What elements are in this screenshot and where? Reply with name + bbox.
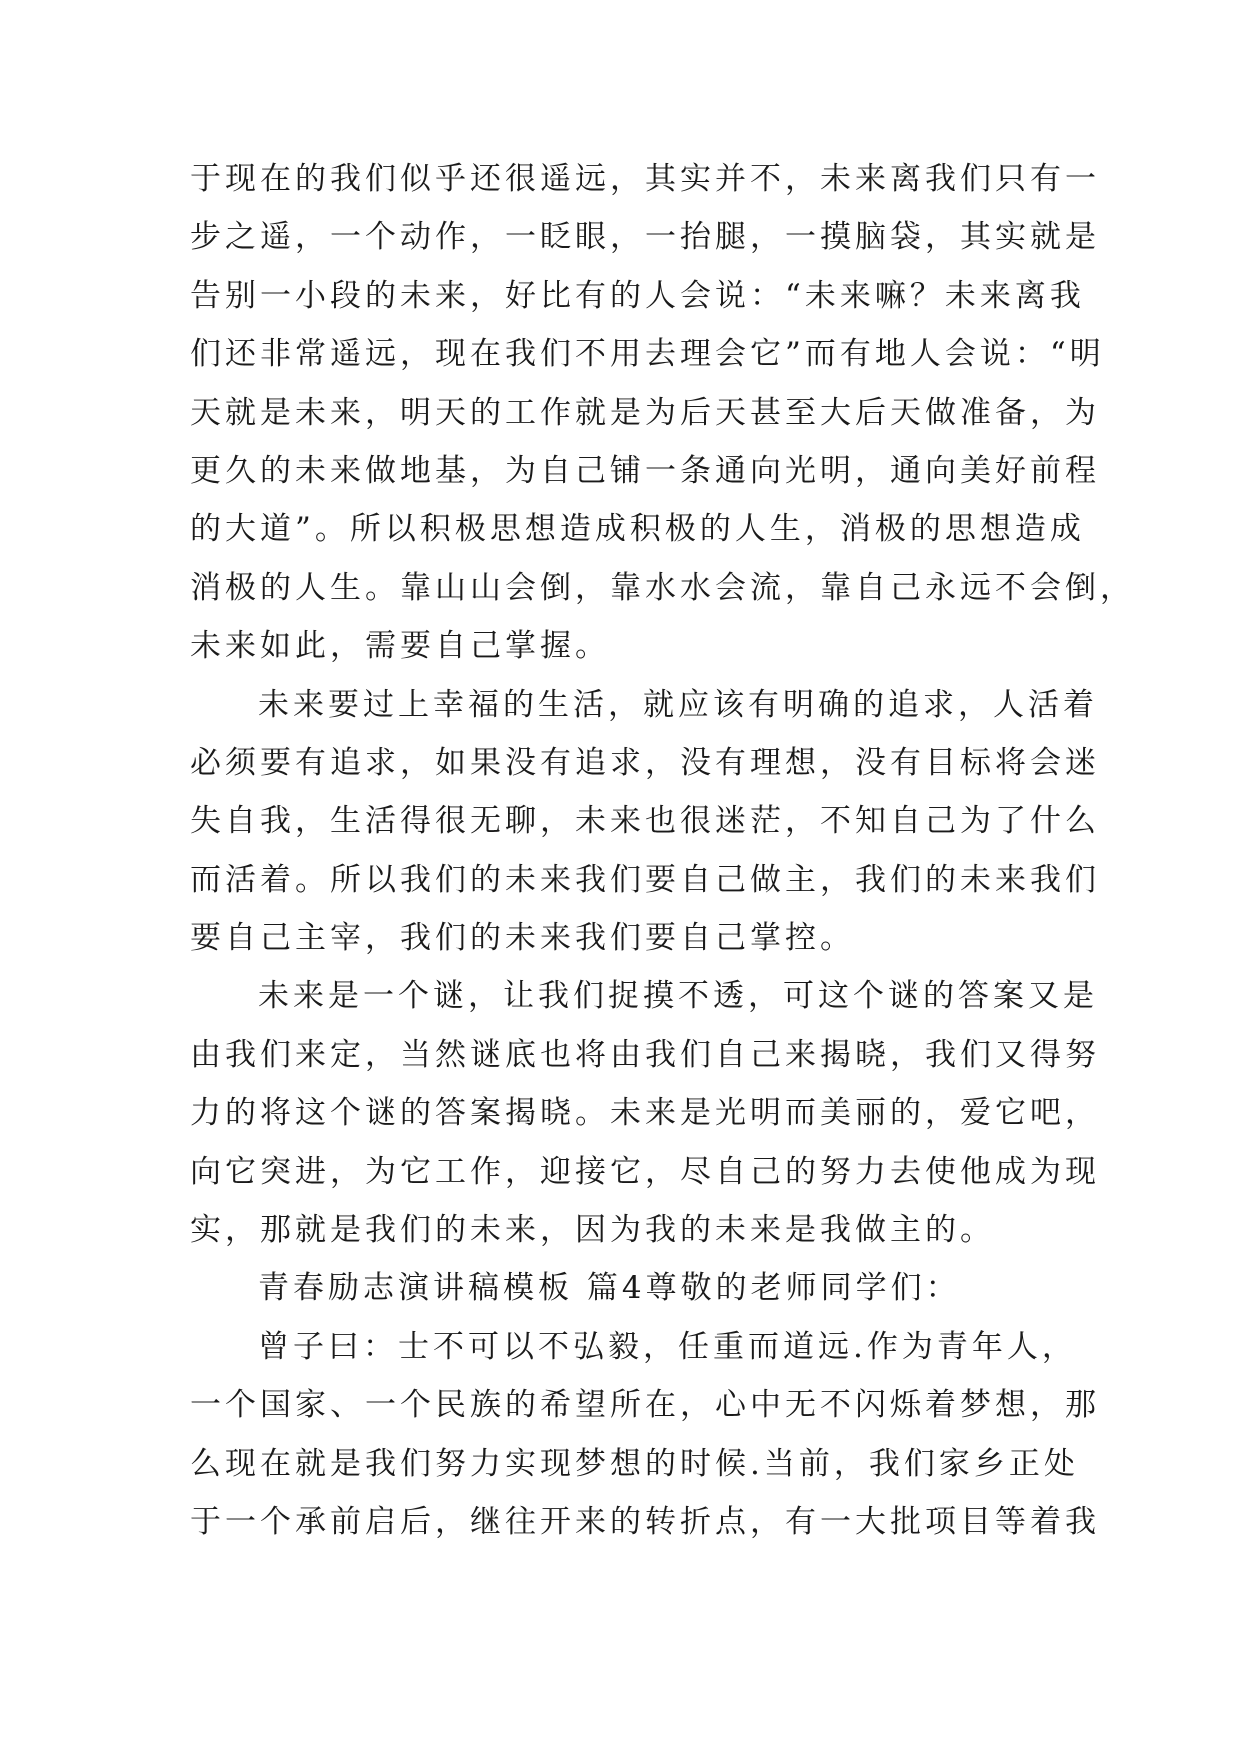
- text-line: 必须要有追求，如果没有追求，没有理想，没有目标将会迷: [190, 744, 1100, 781]
- text-line: 一个国家、一个民族的希望所在，心中无不闪烁着梦想，那: [190, 1387, 1100, 1424]
- text-line: 消极的人生。靠山山会倒，靠水水会流，靠自己永远不会倒，: [190, 569, 1135, 606]
- text-line: 实，那就是我们的未来，因为我的未来是我做主的。: [190, 1212, 995, 1249]
- paragraph-first-line: 未来是一个谜，让我们捉摸不透，可这个谜的答案又是: [258, 978, 1098, 1015]
- text-line: 天就是未来，明天的工作就是为后天甚至大后天做准备，为: [190, 394, 1100, 431]
- text-line: 们还非常遥远，现在我们不用去理会它”而有地人会说：“明: [190, 336, 1105, 373]
- text-line: 失自我，生活得很无聊，未来也很迷茫，不知自己为了什么: [190, 803, 1100, 840]
- text-line: 更久的未来做地基，为自己铺一条通向光明，通向美好前程: [190, 452, 1100, 489]
- paragraph-first-line: 未来要过上幸福的生活，就应该有明确的追求，人活着: [258, 686, 1098, 723]
- text-line: 步之遥，一个动作，一眨眼，一抬腿，一摸脑袋，其实就是: [190, 219, 1100, 256]
- text-line: 由我们来定，当然谜底也将由我们自己来揭晓，我们又得努: [190, 1036, 1100, 1073]
- text-line: 而活着。所以我们的未来我们要自己做主，我们的未来我们: [190, 861, 1100, 898]
- text-line: 于一个承前启后，继往开来的转折点，有一大批项目等着我: [190, 1503, 1100, 1540]
- text-line: 未来如此，需要自己掌握。: [190, 628, 610, 665]
- section-heading-line: 青春励志演讲稿模板 篇4尊敬的老师同学们：: [258, 1270, 961, 1307]
- text-line: 么现在就是我们努力实现梦想的时候.当前，我们家乡正处: [190, 1445, 1079, 1482]
- text-line: 告别一小段的未来，好比有的人会说：“未来嘛？未来离我: [190, 277, 1085, 314]
- body-text: [190, 150, 1135, 1551]
- text-line: 要自己主宰，我们的未来我们要自己掌控。: [190, 920, 855, 957]
- text-line: 的大道”。所以积极思想造成积极的人生，消极的思想造成: [190, 511, 1085, 548]
- text-line: 力的将这个谜的答案揭晓。未来是光明而美丽的，爱它吧，: [190, 1095, 1100, 1132]
- text-line: 向它突进，为它工作，迎接它，尽自己的努力去使他成为现: [190, 1153, 1100, 1190]
- text-line: 于现在的我们似乎还很遥远，其实并不，未来离我们只有一: [190, 161, 1100, 197]
- paragraph-first-line: 曾子曰：士不可以不弘毅，任重而道远.作为青年人，: [258, 1328, 1077, 1365]
